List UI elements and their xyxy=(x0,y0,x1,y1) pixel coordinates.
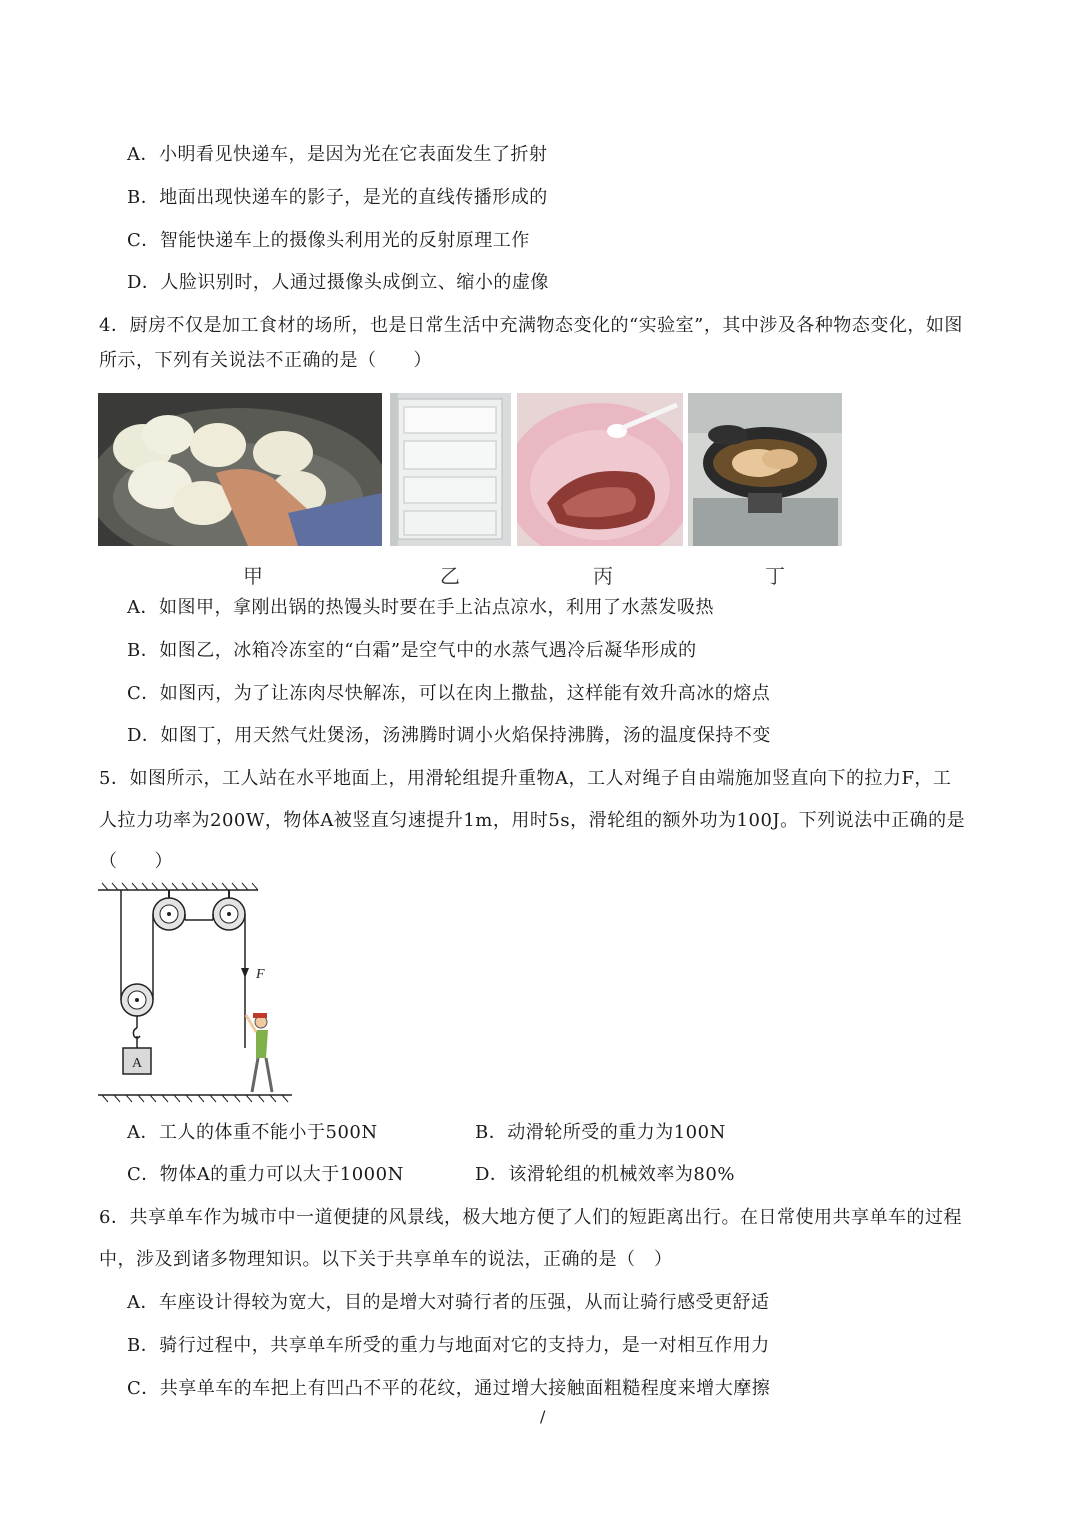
figure-label-ding: 丁 xyxy=(765,564,785,588)
figure-label-jia: 甲 xyxy=(243,564,263,588)
q5-stem-line1: 5．如图所示，工人站在水平地面上，用滑轮组提升重物A，工人对绳子自由端施加竖直向下的拉力F，工 xyxy=(99,768,952,789)
q4-option-d: D．如图丁，用天然气灶煲汤，汤沸腾时调小火焰保持沸腾，汤的温度保持不变 xyxy=(127,725,771,746)
photo-frozen-meat-salt xyxy=(517,393,683,546)
weight-a-label: A xyxy=(131,1056,143,1071)
q5-stem-line2: 人拉力功率为200W，物体A被竖直匀速提升1m，用时5s，滑轮组的额外功为100J。下列说法中正确的是 xyxy=(99,810,966,831)
q4-stem-line2: 所示，下列有关说法不正确的是（ ） xyxy=(99,350,432,371)
photo-freezer-frost xyxy=(390,393,511,546)
q4-option-b: B．如图乙，冰箱冷冻室的“白霜”是空气中的水蒸气遇冷后凝华形成的 xyxy=(127,640,697,661)
q5-option-d: D．该滑轮组的机械效率为80% xyxy=(475,1164,735,1185)
q6-stem-line1: 6．共享单车作为城市中一道便捷的风景线，极大地方便了人们的短距离出行。在日常使用共享单车的过程 xyxy=(99,1207,962,1228)
q6-option-a: A．车座设计得较为宽大，目的是增大对骑行者的压强，从而让骑行感受更舒适 xyxy=(127,1292,770,1313)
q6-option-b: B．骑行过程中，共享单车所受的重力与地面对它的支持力，是一对相互作用力 xyxy=(127,1335,770,1356)
q4-option-c: C．如图丙，为了让冻肉尽快解冻，可以在肉上撒盐，这样能有效升高冰的熔点 xyxy=(127,683,771,704)
q5-option-c: C．物体A的重力可以大于1000N xyxy=(127,1164,404,1185)
pulley-system-diagram xyxy=(96,880,306,1110)
q6-stem-line2: 中，涉及到诸多物理知识。以下关于共享单车的说法，正确的是（ ） xyxy=(99,1249,673,1270)
q3-option-a: A．小明看见快递车，是因为光在它表面发生了折射 xyxy=(127,144,548,165)
q4-option-a: A．如图甲，拿刚出锅的热馒头时要在手上沾点凉水，利用了水蒸发吸热 xyxy=(127,597,714,618)
q4-stem-line1: 4．厨房不仅是加工食材的场所，也是日常生活中充满物态变化的“实验室”，其中涉及各种物态变化，如图 xyxy=(99,315,963,336)
photo-clay-pot-soup xyxy=(688,393,842,546)
photo-steamed-buns xyxy=(98,393,382,546)
q6-option-c: C．共享单车的车把上有凹凸不平的花纹，通过增大接触面粗糙程度来增大摩擦 xyxy=(127,1378,771,1399)
figure-label-bing: 丙 xyxy=(593,564,613,588)
q3-option-b: B．地面出现快递车的影子，是光的直线传播形成的 xyxy=(127,187,548,208)
figure-label-yi: 乙 xyxy=(440,564,460,588)
q5-option-a: A．工人的体重不能小于500N xyxy=(127,1122,378,1143)
page-mark: / xyxy=(540,1407,546,1426)
q3-option-d: D．人脸识别时，人通过摄像头成倒立、缩小的虚像 xyxy=(127,272,549,293)
q5-stem-line3: （ ） xyxy=(99,851,173,872)
q5-option-b: B．动滑轮所受的重力为100N xyxy=(475,1122,726,1143)
force-f-label: F xyxy=(256,967,265,982)
q3-option-c: C．智能快递车上的摄像头利用光的反射原理工作 xyxy=(127,230,530,251)
